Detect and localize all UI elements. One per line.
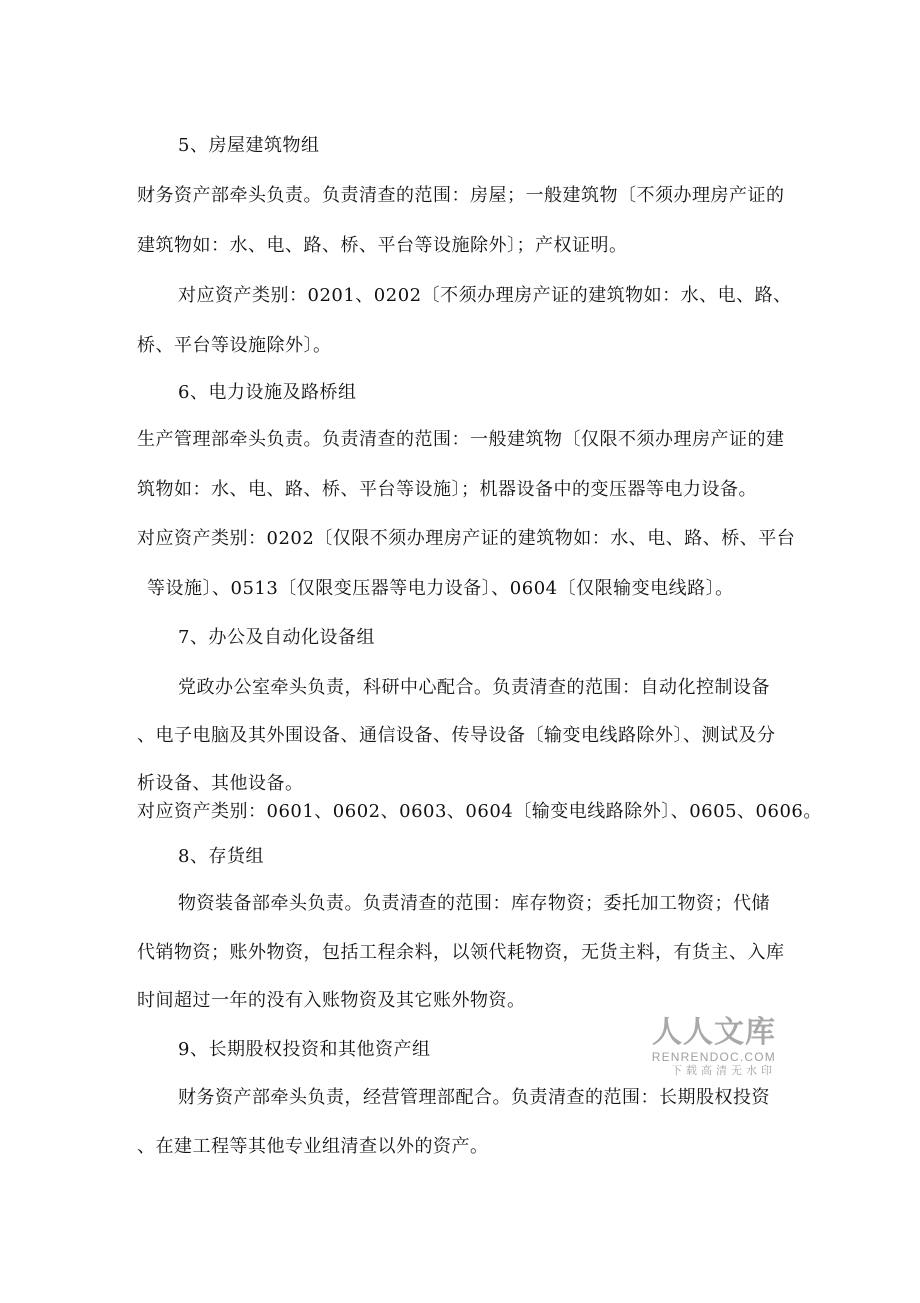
paragraph-line: 桥、平台等设施除外〕。 (137, 335, 332, 356)
paragraph-line: 时间超过一年的没有入账物资及其它账外物资。 (137, 990, 526, 1011)
section-heading-9: 9、长期股权投资和其他资产组 (178, 1039, 431, 1060)
watermark-domain: RENRENDOC.COM (651, 1050, 776, 1064)
paragraph-line: 、电子电脑及其外围设备、通信设备、传导设备〔输变电线路除外〕、测试及分 (137, 725, 776, 746)
section-heading-8: 8、存货组 (178, 846, 264, 867)
watermark-subtitle: 下载高清无水印 (671, 1064, 776, 1077)
paragraph-line: 代销物资；账外物资，包括工程余料，以领代耗物资，无货主料，有货主、入库 (137, 942, 785, 963)
paragraph-line: 析设备、其他设备。 (137, 773, 304, 794)
paragraph-line: 党政办公室牵头负责，科研中心配合。负责清查的范围：自动化控制设备 (178, 677, 770, 698)
paragraph-line: 等设施〕、0513〔仅限变压器等电力设备〕、0604〔仅限输变电线路〕。 (147, 578, 734, 599)
paragraph-line: 对应资产类别：0201、0202〔不须办理房产证的建筑物如：水、电、路、 (178, 285, 792, 306)
paragraph-line: 、在建工程等其他专业组清查以外的资产。 (137, 1136, 489, 1157)
watermark-title: 人人文库 (652, 1015, 776, 1050)
section-heading-5: 5、房屋建筑物组 (178, 135, 320, 156)
paragraph-line: 筑物如：水、电、路、桥、平台等设施〕；机器设备中的变压器等电力设备。 (137, 479, 757, 500)
paragraph-line: 生产管理部牵头负责。负责清查的范围：一般建筑物〔仅限不须办理房产证的建 (137, 429, 785, 450)
paragraph-line: 财务资产部牵头负责，经营管理部配合。负责清查的范围：长期股权投资 (178, 1087, 770, 1108)
paragraph-line: 对应资产类别：0601、0602、0603、0604〔输变电线路除外〕、0605、0606。 (137, 801, 822, 822)
paragraph-line: 财务资产部牵头负责。负责清查的范围：房屋；一般建筑物〔不须办理房产证的 (137, 185, 785, 206)
watermark-logo (636, 1016, 776, 1078)
paragraph-line: 对应资产类别：0202〔仅限不须办理房产证的建筑物如：水、电、路、桥、平台 (137, 528, 796, 549)
paragraph-line: 物资装备部牵头负责。负责清查的范围：库存物资；委托加工物资；代储 (178, 893, 770, 914)
paragraph-line: 建筑物如：水、电、路、桥、平台等设施除外〕；产权证明。 (137, 235, 628, 256)
section-heading-7: 7、办公及自动化设备组 (178, 627, 375, 648)
section-heading-6: 6、电力设施及路桥组 (178, 382, 357, 403)
